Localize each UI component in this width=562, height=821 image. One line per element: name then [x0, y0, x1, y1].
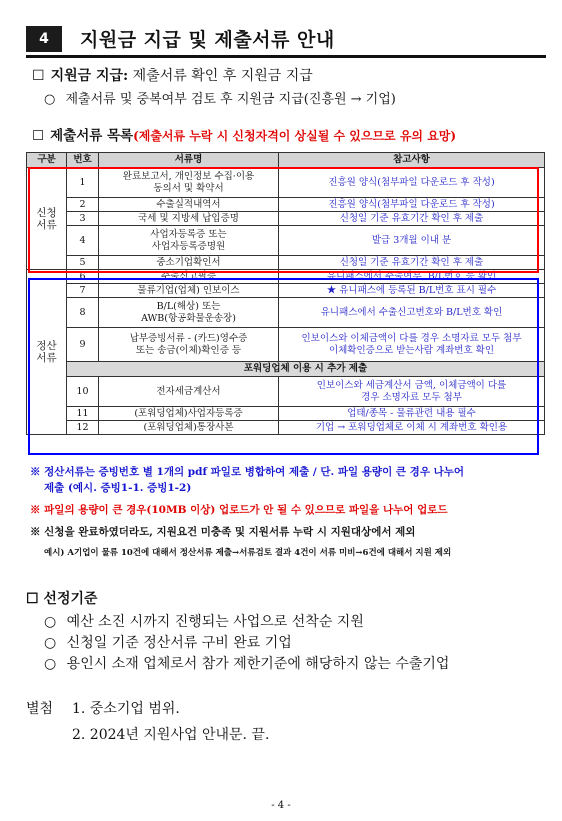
row-number: 5	[67, 256, 99, 270]
table-row	[27, 270, 545, 284]
doc-name: 수출실적내역서	[99, 198, 279, 212]
docs-heading-warning: (제출서류 누락 시 신청자격이 상실될 수 있으므로 유의 요망)	[133, 129, 457, 143]
table-row	[27, 226, 545, 256]
group-settle: 정산 서류	[27, 270, 67, 435]
row-number: 4	[67, 226, 99, 256]
doc-name: 납부증빙서류 - (카드)영수증 또는 송금(이체)확인증 등	[99, 328, 279, 362]
table-row	[27, 198, 545, 212]
row-number: 9	[67, 328, 99, 362]
doc-note: 발급 3개월 이내 분	[279, 226, 545, 256]
doc-note: ★ 유니패스에 등록된 B/L번호 표시 필수	[279, 284, 545, 298]
doc-note: 유니패스에서 수출여부, B/L번호 등 확인	[279, 270, 545, 284]
docs-heading	[32, 124, 456, 144]
table-row	[27, 421, 545, 435]
doc-name: (포워딩업체)통장사본	[99, 421, 279, 435]
row-number: 2	[67, 198, 99, 212]
header-number: 번호	[67, 153, 99, 168]
doc-note: 신청일 기준 유효기간 확인 후 제출	[279, 256, 545, 270]
row-number: 11	[67, 407, 99, 421]
group-apply: 신청 서류	[27, 168, 67, 270]
row-number: 12	[67, 421, 99, 435]
bullet-icon: ○	[44, 656, 57, 672]
doc-note: 유니패스에서 수출신고번호와 B/L번호 확인	[279, 298, 545, 328]
table-row	[27, 328, 545, 362]
doc-note: 진흥원 양식(첨부파일 다운로드 후 작성)	[279, 168, 545, 198]
table-subheader-row	[27, 362, 545, 377]
doc-note: 기업 → 포워딩업체로 이체 시 계좌번호 확인용	[279, 421, 545, 435]
doc-note: 인보이스와 세금계산서 금액, 이체금액이 다를 경우 소명자료 모두 첨부	[279, 377, 545, 407]
doc-name: 국세 및 지방세 납입증명	[99, 212, 279, 226]
checkbox-icon: ☐	[32, 68, 45, 84]
attachment-item: 1. 중소기업 범위.	[72, 701, 180, 717]
note-merge-line1: ※ 정산서류는 증빙번호 별 1개의 pdf 파일로 병합하여 제출 / 단. 파일 용량이 큰 경우 나누어	[30, 466, 465, 478]
doc-name: B/L(해상) 또는 AWB(항공화물운송장)	[99, 298, 279, 328]
doc-name: 물류기업(업체) 인보이스	[99, 284, 279, 298]
checkbox-icon: ☐	[32, 128, 45, 144]
table-row	[27, 298, 545, 328]
row-number: 3	[67, 212, 99, 226]
note-merge-line2: 제출 (예시. 증빙1-1. 증빙1-2)	[44, 482, 192, 494]
section-divider	[26, 55, 546, 58]
table-row	[27, 284, 545, 298]
doc-name: 완료보고서, 개인정보 수집·이용 동의서 및 확약서	[99, 168, 279, 198]
header-doc-name: 서류명	[99, 153, 279, 168]
payment-heading	[32, 65, 313, 85]
page-number: - 4 -	[271, 800, 291, 811]
bullet-icon: ○	[44, 92, 56, 107]
doc-name: (포워딩업체)사업자등록증	[99, 407, 279, 421]
documents-table	[26, 152, 545, 435]
note-file-size: ※ 파일의 용량이 큰 경우(10MB 이상) 업로드가 안 될 수 있으므로 파일을 나누어 업로드	[30, 504, 448, 516]
attachment-item: 2. 2024년 지원사업 안내문. 끝.	[72, 727, 270, 743]
payment-heading-text: 제출서류 확인 후 지원금 지급	[128, 68, 313, 84]
criteria-text: 용인시 소재 업체로서 참가 제한기준에 해당하지 않는 수출기업	[66, 656, 450, 672]
doc-note: 업태/종목 - 물류관련 내용 필수	[279, 407, 545, 421]
table-header-row	[27, 153, 545, 168]
note-exclusion: ※ 신청을 완료하였더라도, 지원요건 미충족 및 지원서류 누락 시 지원대상에서 제외	[30, 526, 416, 538]
table-row	[27, 212, 545, 226]
docs-heading-bold: 제출서류 목록	[50, 128, 134, 144]
table-row	[27, 168, 545, 198]
table-row	[27, 377, 545, 407]
row-number: 1	[67, 168, 99, 198]
header-category: 구분	[27, 153, 67, 168]
criteria-heading: ☐ 선정기준	[26, 591, 98, 607]
row-number: 7	[67, 284, 99, 298]
header-reference: 참고사항	[279, 153, 545, 168]
payment-detail-text: 제출서류 및 중복여부 검토 후 지원금 지급(진흥원 → 기업)	[65, 92, 396, 107]
table-row	[27, 407, 545, 421]
forwarder-label: 포워딩업체 이용 시 추가 제출	[67, 362, 545, 377]
doc-name: 사업자등록증 또는 사업자등록증명원	[99, 226, 279, 256]
note-example: 예시) A기업이 물류 10건에 대해서 정산서류 제출→서류검토 결과 4건이 서류 미비→6건에 대해서 지원 제외	[44, 548, 452, 558]
doc-name: 수출신고필증	[99, 270, 279, 284]
doc-name: 중소기업확인서	[99, 256, 279, 270]
bullet-icon: ○	[44, 614, 57, 630]
payment-detail	[44, 88, 396, 107]
doc-note: 인보이스와 이체금액이 다를 경우 소명자료 모두 첨부 이체확인증으로 받는사람 계좌번호 확인	[279, 328, 545, 362]
row-number: 10	[67, 377, 99, 407]
criteria-text: 예산 소진 시까지 진행되는 사업으로 선착순 지원	[66, 614, 364, 630]
criteria-item	[44, 611, 364, 631]
row-number: 8	[67, 298, 99, 328]
attachments-label: 별첨	[26, 701, 54, 717]
payment-heading-bold: 지원금 지급:	[50, 68, 129, 84]
criteria-item	[44, 653, 449, 673]
doc-note: 진흥원 양식(첨부파일 다운로드 후 작성)	[279, 198, 545, 212]
bullet-icon: ○	[44, 635, 57, 651]
row-number: 6	[67, 270, 99, 284]
doc-note: 신청일 기준 유효기간 확인 후 제출	[279, 212, 545, 226]
criteria-item	[44, 632, 292, 652]
section-title: 지원금 지급 및 제출서류 안내	[80, 29, 335, 51]
criteria-text: 신청일 기준 정산서류 구비 완료 기업	[66, 635, 292, 651]
doc-name: 전자세금계산서	[99, 377, 279, 407]
section-number: 4	[26, 26, 62, 52]
table-row	[27, 256, 545, 270]
